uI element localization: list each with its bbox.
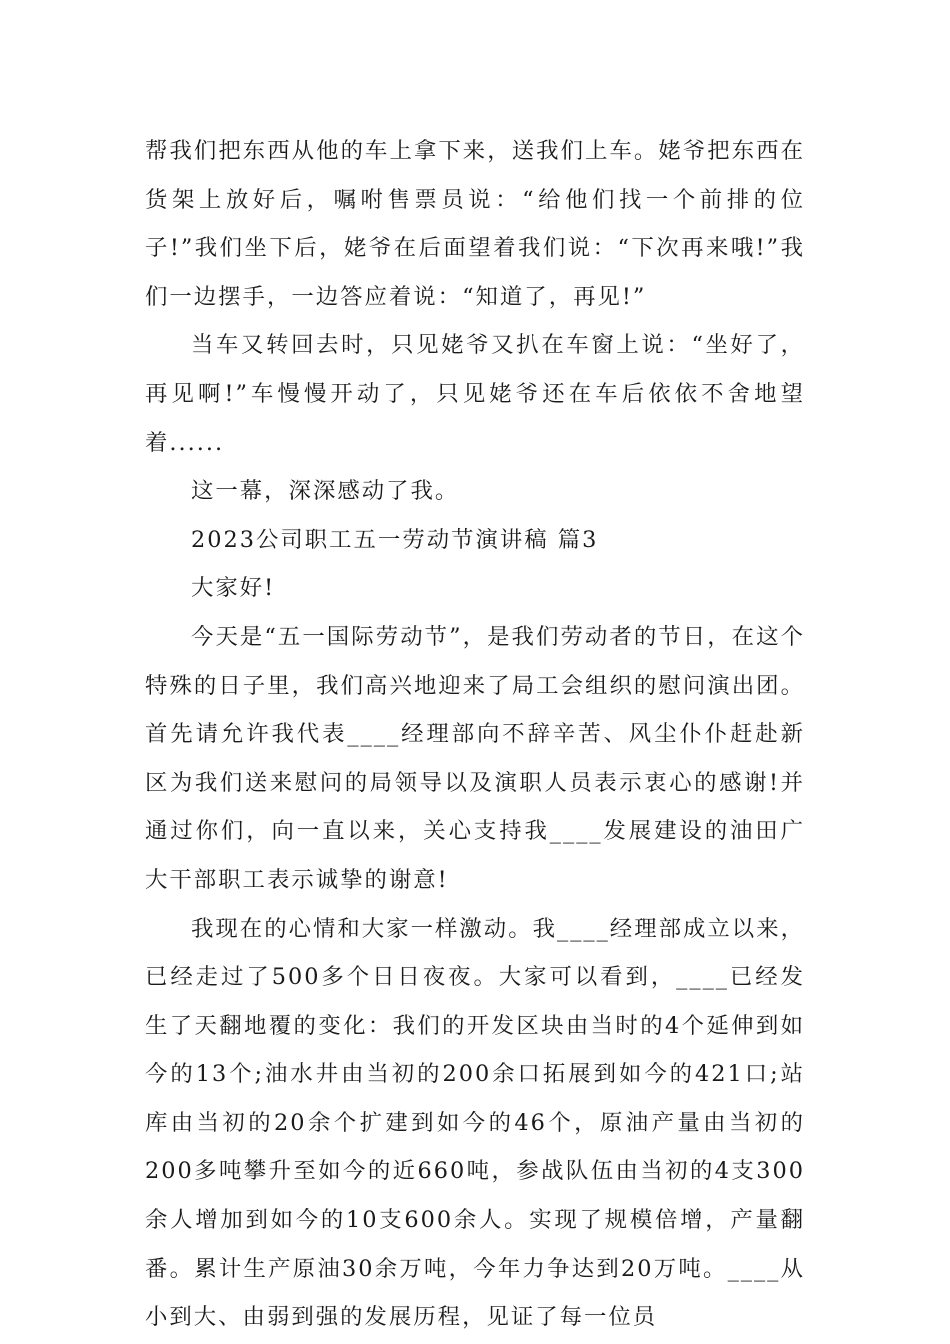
paragraph: 今天是“五一国际劳动节”，是我们劳动者的节日，在这个特殊的日子里，我们高兴地迎来了局工会组织的慰问演出团。首先请允许我代表____经理部向不辞辛苦、风尘仆仆赶赴新区为我们送来慰问的局领导以及演职人员表示衷心的感谢!并通过你们，向一直以来，关心支持我____发展建设的油田广大干部职工表示诚挚的谢意! — [145, 623, 805, 893]
document-body — [145, 127, 805, 1342]
paragraph: 我现在的心情和大家一样激动。我____经理部成立以来，已经走过了500多个日日夜夜。大家可以看到，____已经发生了天翻地覆的变化：我们的开发区块由当时的4个延伸到如今的13个;油水井由当初的200余口拓展到如今的421口;站库由当初的20余个扩建到如今的46个，原油产量由当初的200多吨攀升至如今的近660吨，参战队伍由当初的4支300余人增加到如今的10支600余人。实现了规模倍增，产量翻番。累计生产原油30余万吨，今年力争达到20万吨。____从小到大、由弱到强的发展历程，见证了每一位员 — [145, 915, 805, 1331]
paragraph: 帮我们把东西从他的车上拿下来，送我们上车。姥爷把东西在货架上放好后，嘱咐售票员说：“给他们找一个前排的位子!”我们坐下后，姥爷在后面望着我们说：“下次再来哦!”我们一边摆手，一边答应着说：“知道了，再见!” — [145, 138, 805, 310]
paragraph: 当车又转回去时，只见姥爷又扒在车窗上说：“坐好了，再见啊!”车慢慢开动了，只见姥爷还在车后依依不舍地望着...... — [145, 332, 805, 456]
greeting: 大家好! — [191, 575, 276, 602]
section-heading: 2023公司职工五一劳动节演讲稿 篇3 — [191, 526, 599, 553]
paragraph: 这一幕，深深感动了我。 — [191, 478, 460, 505]
